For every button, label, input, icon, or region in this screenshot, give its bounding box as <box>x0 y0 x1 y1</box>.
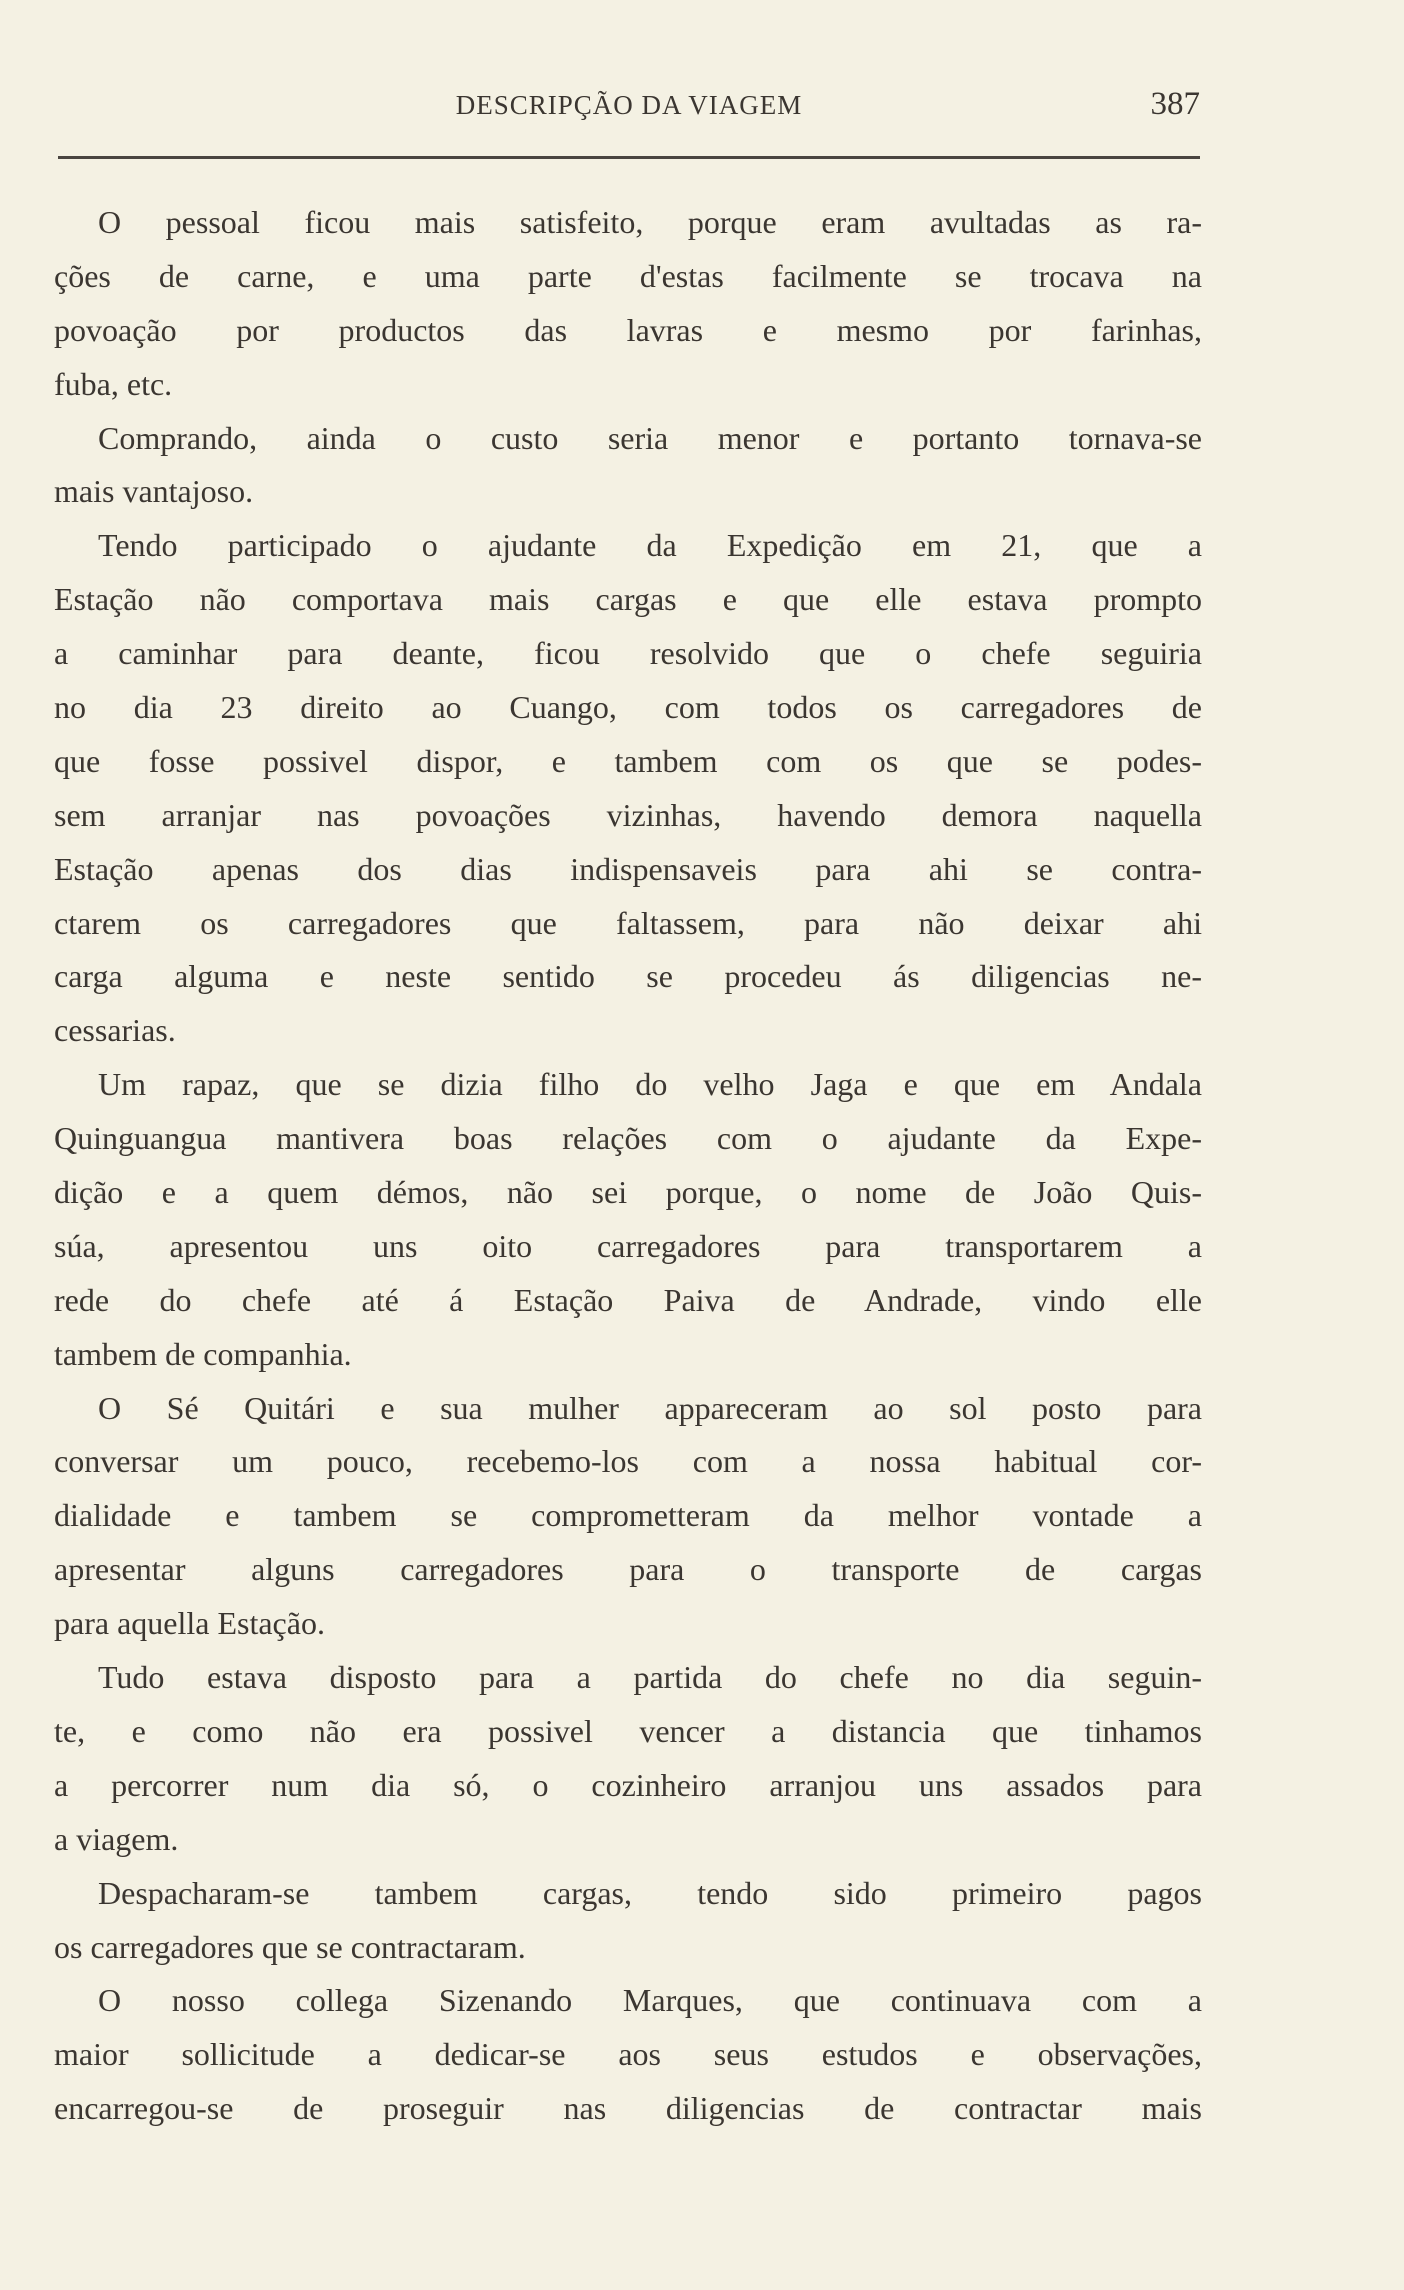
text-line: ctarem os carregadores que faltassem, para não deixar ahi <box>54 904 1202 941</box>
text-line: Comprando, ainda o custo seria menor e portanto tornava-se <box>98 419 1202 456</box>
paragraph <box>54 1382 1202 1651</box>
text-line: Tendo participado o ajudante da Expedição em 21, que a <box>98 527 1202 564</box>
text-line: sem arranjar nas povoações vizinhas, havendo demora naquella <box>54 796 1202 833</box>
text-line: O Sé Quitári e sua mulher appareceram ao sol posto para <box>98 1389 1202 1426</box>
text-line: a caminhar para deante, ficou resolvido que o chefe seguiria <box>54 635 1202 672</box>
paragraph <box>54 1651 1202 1867</box>
text-line: O nosso collega Sizenando Marques, que continuava com a <box>98 1982 1202 2019</box>
text-line: fuba, etc. <box>54 365 173 402</box>
paragraph <box>54 519 1202 1058</box>
text-line: Quinguangua mantivera boas relações com o ajudante da Expe- <box>54 1120 1202 1157</box>
text-line: te, e como não era possivel vencer a distancia que tinhamos <box>54 1712 1202 1749</box>
text-line: para aquella Estação. <box>54 1605 325 1642</box>
text-line: Tudo estava disposto para a partida do chefe no dia seguin- <box>98 1659 1202 1696</box>
text-line: conversar um pouco, recebemo-los com a nossa habitual cor- <box>54 1443 1202 1480</box>
text-line: O pessoal ficou mais satisfeito, porque eram avultadas as ra- <box>98 204 1202 240</box>
text-line: dialidade e tambem se comprometteram da melhor vontade a <box>54 1497 1202 1534</box>
paragraph <box>54 1058 1202 1381</box>
text-line: cessarias. <box>54 1012 176 1049</box>
text-line: no dia 23 direito ao Cuango, com todos os carregadores de <box>54 689 1202 726</box>
paragraph <box>54 1974 1202 2136</box>
text-line: dição e a quem démos, não sei porque, o nome de João Quis- <box>54 1174 1202 1211</box>
text-line: os carregadores que se contractaram. <box>54 1928 526 1965</box>
text-line: povoação por productos das lavras e mesmo por farinhas, <box>54 311 1202 348</box>
text-line: que fosse possivel dispor, e tambem com os que se podes- <box>54 742 1202 779</box>
text-line: carga alguma e neste sentido se procedeu ás diligencias ne- <box>54 958 1202 995</box>
text-line: súa, apresentou uns oito carregadores para transportarem a <box>54 1227 1202 1264</box>
text-line: rede do chefe até á Estação Paiva de Andrade, vindo elle <box>54 1281 1202 1318</box>
text-line: Um rapaz, que se dizia filho do velho Jaga e que em Andala <box>98 1066 1202 1103</box>
running-header <box>58 86 1200 126</box>
body-text <box>54 196 1202 2136</box>
paragraph <box>54 1867 1202 1975</box>
page-number: 387 <box>1150 86 1200 122</box>
text-line: a viagem. <box>54 1820 179 1857</box>
text-line: maior sollicitude a dedicar-se aos seus estudos e observações, <box>54 2036 1202 2073</box>
text-line: tambem de companhia. <box>54 1335 352 1372</box>
text-line: mais vantajoso. <box>54 473 254 510</box>
text-line: Estação apenas dos dias indispensaveis para ahi se contra- <box>54 850 1202 887</box>
text-line: encarregou-se de proseguir nas diligencias de contractar mais <box>54 2090 1202 2127</box>
header-rule <box>58 156 1200 159</box>
text-line: ções de carne, e uma parte d'estas facilmente se trocava na <box>54 257 1202 294</box>
running-title: DESCRIPÇÃO DA VIAGEM <box>455 90 803 120</box>
text-line: a percorrer num dia só, o cozinheiro arranjou uns assados para <box>54 1766 1202 1803</box>
text-line: Estação não comportava mais cargas e que elle estava prompto <box>54 581 1202 618</box>
text-line: Despacharam-se tambem cargas, tendo sido primeiro pagos <box>98 1874 1202 1911</box>
paragraph <box>54 412 1202 520</box>
text-line: apresentar alguns carregadores para o transporte de cargas <box>54 1551 1202 1588</box>
paragraph <box>54 196 1202 412</box>
